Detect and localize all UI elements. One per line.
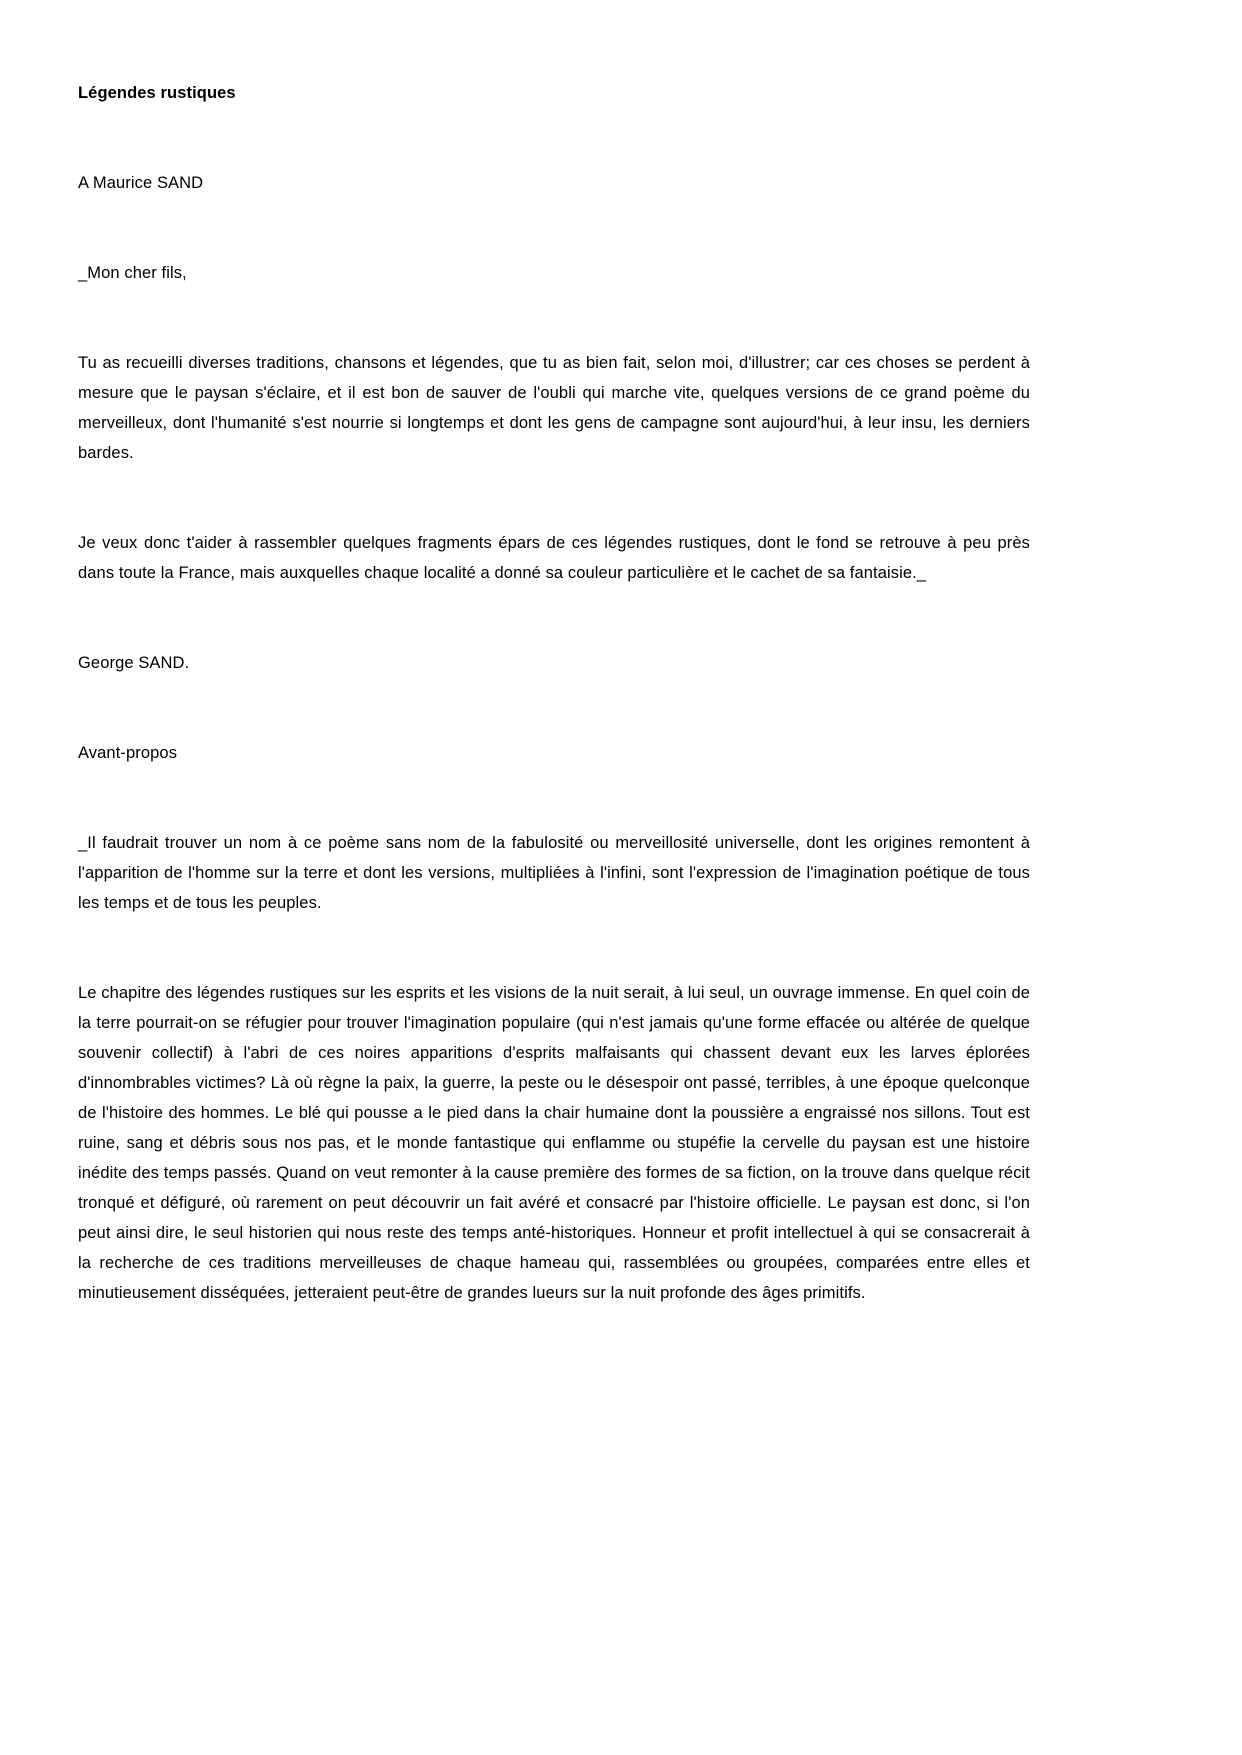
signature-line: George SAND. (78, 654, 190, 672)
paragraph-rassembler: Je veux donc t'aider à rassembler quelques fragments épars de ces légendes rustiques, dont le fond se retrouve à peu près dans toute la France, mais auxquelles chaque localité a donné sa couleur particulière et le cachet de sa fantaisie._ (78, 534, 1030, 582)
paragraph-chapitre: Le chapitre des légendes rustiques sur les esprits et les visions de la nuit serait, à lui seul, un ouvrage immense. En quel coin de la terre pourrait-on se réfugier pour trouver l'imagination populaire (qui n'est jamais qu'une forme effacée ou altérée de quelque souvenir collectif) à l'abri de ces noires apparitions d'esprits malfaisants qui chassent devant eux les larves éplorées d'innombrables victimes? Là où règne la paix, la guerre, la peste ou le désespoir ont passé, terribles, à une époque quelconque de l'histoire des hommes. Le blé qui pousse a le pied dans la chair humaine dont la poussière a engraissé nos sillons. Tout est ruine, sang et débris sous nos pas, et le monde fantastique qui enflamme ou stupéfie la cervelle du paysan est une histoire inédite des temps passés. Quand on veut remonter à la cause première des formes de sa fiction, on la trouve dans quelque récit tronqué et défiguré, où rarement on peut découvrir un fait avéré et consacré par l'histoire officielle. Le paysan est donc, si l'on peut ainsi dire, le seul historien qui nous reste des temps anté-historiques. Honneur et profit intellectuel à qui se consacrerait à la recherche de ces traditions merveilleuses de chaque hameau qui, rassemblées ou groupées, comparées entre elles et minutieusement disséquées, jetteraient peut-être de grandes lueurs sur la nuit profonde des âges primitifs. (78, 984, 1030, 1302)
salutation-line: _Mon cher fils, (78, 264, 187, 282)
section-heading: Avant-propos (78, 744, 178, 762)
paragraph-traditions: Tu as recueilli diverses traditions, chansons et légendes, que tu as bien fait, selon moi, d'illustrer; car ces choses se perdent à mesure que le paysan s'éclaire, et il est bon de sauver de l'oubli qui marche vite, quelques versions de ce grand poème du merveilleux, dont l'humanité s'est nourrie si longtemps et dont les gens de campagne sont aujourd'hui, à leur insu, les derniers bardes. (78, 354, 1030, 462)
document-title: Légendes rustiques (78, 84, 236, 102)
paragraph-fabulosite: _Il faudrait trouver un nom à ce poème sans nom de la fabulosité ou merveillosité universelle, dont les origines remontent à l'apparition de l'homme sur la terre et dont les versions, multipliées à l'infini, sont l'expression de l'imagination poétique de tous les temps et de tous les peuples. (78, 834, 1030, 912)
dedication-line: A Maurice SAND (78, 174, 204, 192)
